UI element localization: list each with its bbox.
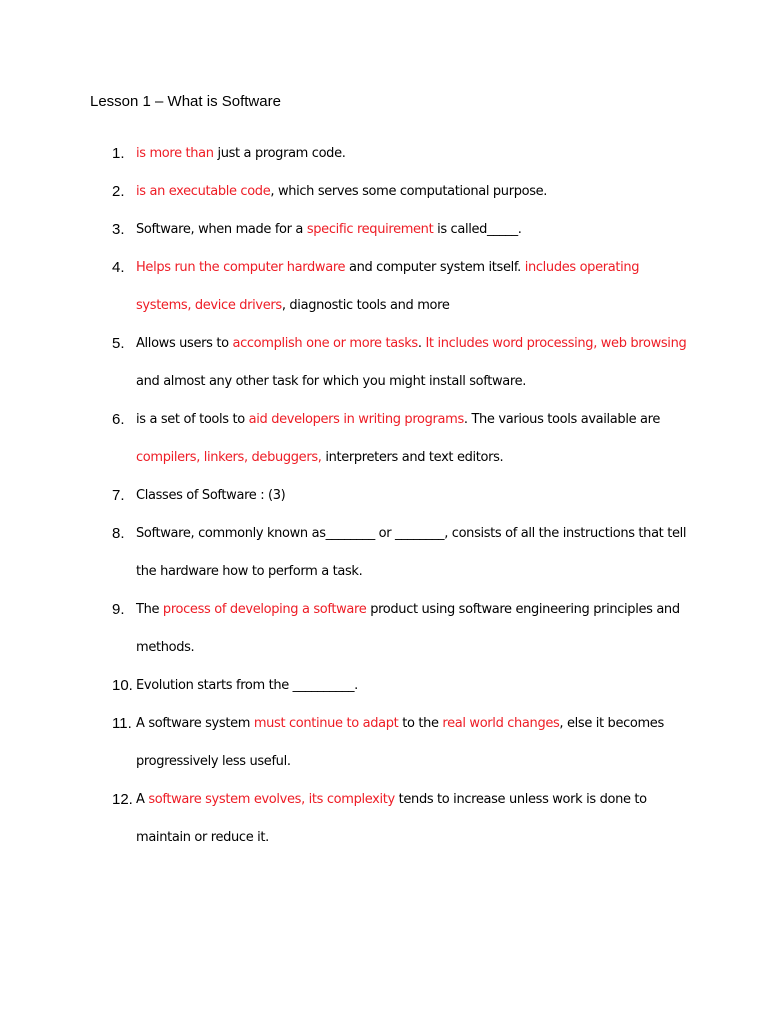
item-text: is a set of tools to xyxy=(136,412,249,427)
item-text: and almost any other task for which you might install software. xyxy=(136,374,527,389)
item-number: 1. xyxy=(112,145,125,162)
item-text: is called_____. xyxy=(433,222,522,237)
item-text: and computer system itself. xyxy=(345,260,525,275)
list-item xyxy=(0,211,696,249)
item-number: 3. xyxy=(112,221,125,238)
item-number: 8. xyxy=(112,525,125,542)
item-text: A software system xyxy=(136,716,254,731)
list-item xyxy=(0,591,696,667)
item-text: Software, commonly known as________ or ________, consists of all the instructions that tell the hardware how to perform a task. xyxy=(136,526,687,579)
highlighted-text: process of developing a software xyxy=(162,602,367,617)
item-text: just a program code. xyxy=(213,146,346,161)
highlighted-text: is more than xyxy=(136,146,214,161)
list-item xyxy=(0,249,696,325)
item-text: Classes of Software : (3) xyxy=(136,488,286,503)
list-item xyxy=(0,515,696,591)
item-number: 11. xyxy=(112,715,132,732)
item-text: , else it becomes progressively less useful. xyxy=(136,716,664,769)
highlighted-text: must continue to adapt xyxy=(253,716,399,731)
item-number: 2. xyxy=(112,183,125,200)
item-number: 10. xyxy=(112,677,133,694)
highlighted-text: software system evolves, its complexity xyxy=(148,792,395,807)
highlighted-text: specific requirement xyxy=(306,222,434,237)
item-number: 12. xyxy=(112,791,133,808)
item-number: 7. xyxy=(112,487,125,504)
item-text: , diagnostic tools and more xyxy=(281,298,450,313)
item-text: A xyxy=(136,792,149,807)
highlighted-text: compilers, linkers, debuggers, xyxy=(136,450,322,465)
item-text: . xyxy=(417,336,426,351)
highlighted-text: is an executable code xyxy=(136,184,271,199)
item-text: The xyxy=(136,602,163,617)
item-text: , which serves some computational purpose. xyxy=(270,184,548,199)
item-text: Software, when made for a xyxy=(136,222,307,237)
item-number: 6. xyxy=(112,411,125,428)
highlighted-text: aid developers in writing programs xyxy=(248,412,464,427)
item-text: . The various tools available are xyxy=(463,412,660,427)
lesson-title: Lesson 1 – What is Software xyxy=(90,93,281,110)
question-list xyxy=(0,135,768,857)
item-text: tends to increase unless work is done to maintain or reduce it. xyxy=(136,792,647,845)
highlighted-text: Helps run the computer hardware xyxy=(136,260,346,275)
list-item xyxy=(0,401,696,477)
list-item xyxy=(0,135,696,173)
list-item xyxy=(0,477,696,515)
item-number: 5. xyxy=(112,335,125,352)
list-item xyxy=(0,667,696,705)
item-text: Evolution starts from the __________. xyxy=(136,678,358,693)
list-item xyxy=(0,325,696,401)
highlighted-text: It includes word processing, web browsing xyxy=(425,336,687,351)
item-text: interpreters and text editors. xyxy=(321,450,504,465)
highlighted-text: accomplish one or more tasks xyxy=(232,336,418,351)
list-item xyxy=(0,173,696,211)
highlighted-text: real world changes xyxy=(442,716,560,731)
highlighted-text: includes operating systems, device drivers xyxy=(136,260,640,313)
list-item xyxy=(0,781,696,857)
item-number: 9. xyxy=(112,601,125,618)
item-text: product using software engineering principles and methods. xyxy=(136,602,680,655)
list-item xyxy=(0,705,696,781)
item-text: Allows users to xyxy=(136,336,233,351)
item-number: 4. xyxy=(112,259,125,276)
item-text: to the xyxy=(398,716,443,731)
